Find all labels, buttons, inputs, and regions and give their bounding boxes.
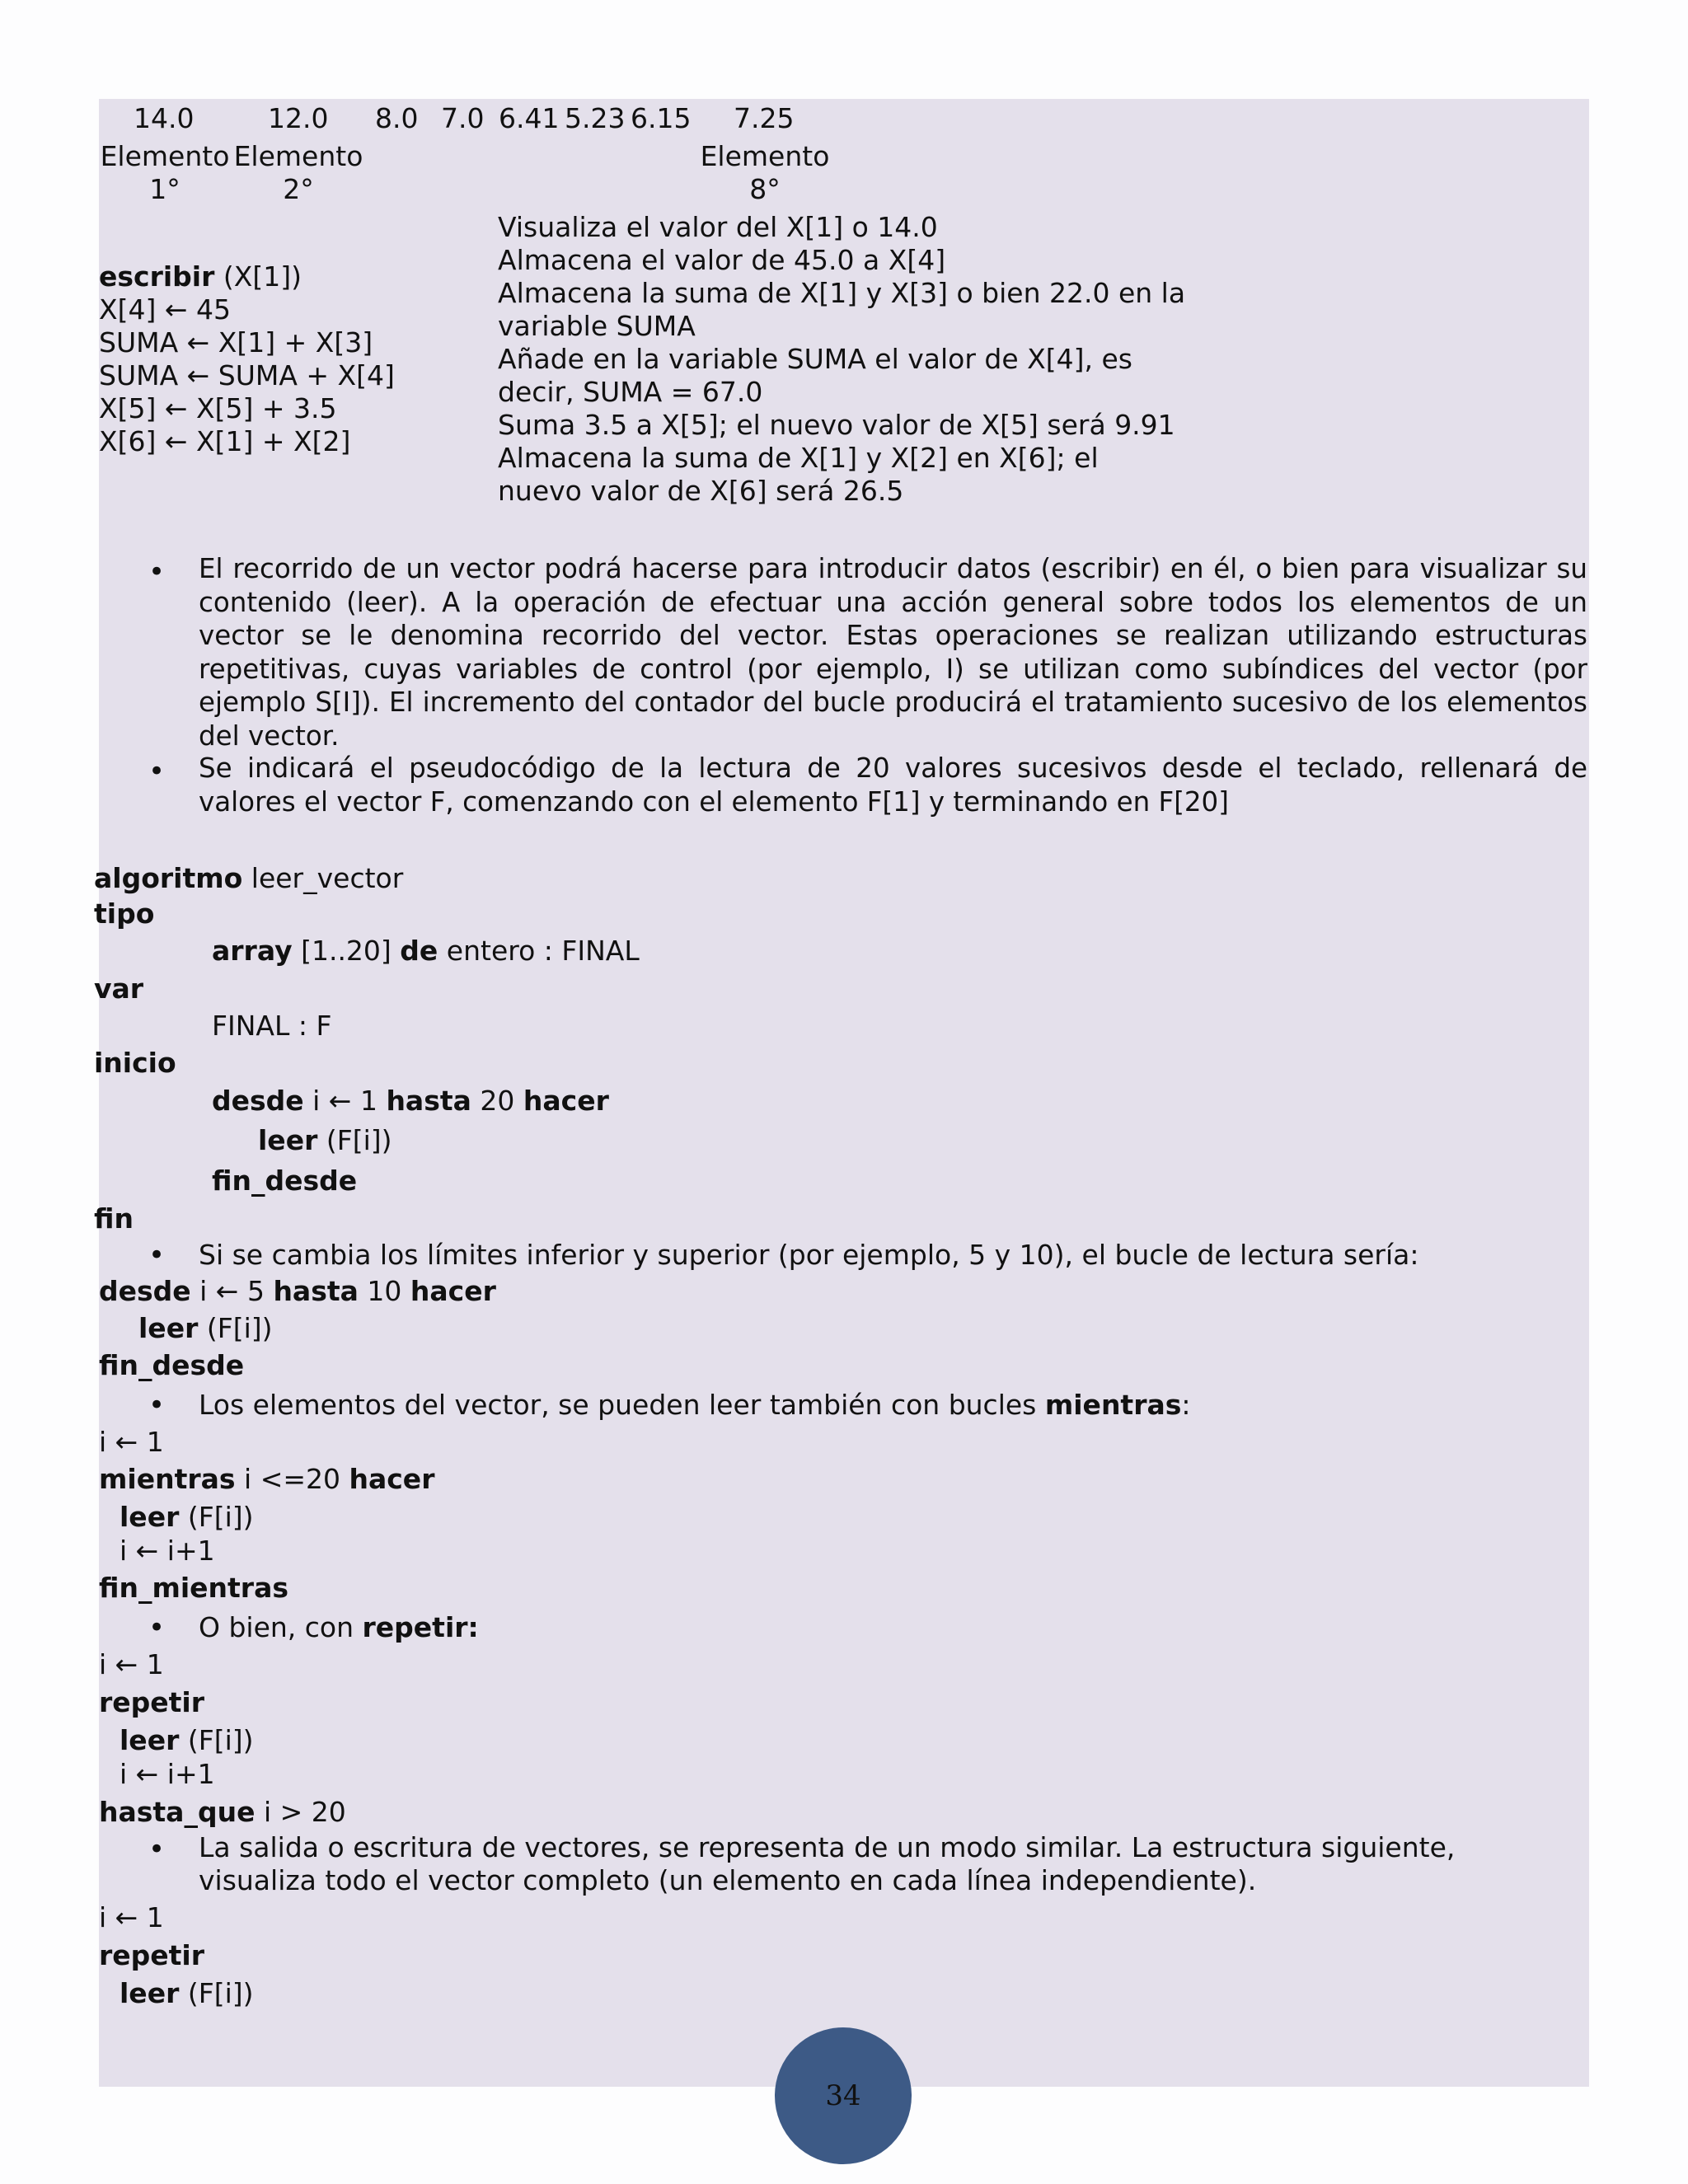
- code-line: X[6] ← X[1] + X[2]: [99, 425, 351, 457]
- bullet-salida-line: La salida o escritura de vectores, se representa de un modo similar. La estructura siguiente,: [199, 1831, 1456, 1863]
- element-label-ordinal: 8°: [749, 173, 781, 205]
- element-label: [699, 140, 831, 206]
- code-line: X[4] ← 45: [99, 293, 231, 326]
- explanation-line: decir, SUMA = 67.0: [498, 376, 763, 408]
- loop-salida-init: i ← 1: [99, 1901, 164, 1933]
- algo-fin: fin: [94, 1202, 134, 1235]
- code-examples: [99, 260, 395, 458]
- code-line: SUMA ← SUMA + X[4]: [99, 359, 395, 391]
- algo-inicio: inicio: [94, 1047, 176, 1079]
- bullet-icon: •: [148, 555, 166, 588]
- paragraph-pseudocodigo: Se indicará el pseudocódigo de la lectura de 20 valores sucesivos desde el teclado, rellenará de valores el vector F, comenzando con el elemento F[1] y terminando en F[20]: [199, 752, 1587, 818]
- loop-mientras-leer: leer (F[i]): [120, 1501, 254, 1533]
- loop-repetir-fin: hasta_que i > 20: [99, 1796, 346, 1828]
- bullet-icon: •: [148, 1389, 166, 1422]
- loop-repetir-init: i ← 1: [99, 1648, 164, 1680]
- explanation-line: Visualiza el valor del X[1] o 14.0: [498, 211, 938, 243]
- loop-mientras-fin: fin_mientras: [99, 1572, 288, 1604]
- paragraph-recorrido: El recorrido de un vector podrá hacerse para introducir datos (escribir) en él, o bien para visualizar su contenido (leer). A la operación de efectuar una acción general sobre todos los elementos de un vector se le denomina recorrido del vector. Estas operaciones se realizan utilizando estructuras repetitivas, cuyas variables de control (por ejemplo, I) se utilizan como subíndices del vector (por ejemplo S[I]). El incremento del contador del bucle producirá el tratamiento sucesivo de los elementos del vector.: [199, 553, 1587, 752]
- vector-value: 12.0: [268, 102, 329, 134]
- algo-tipo: tipo: [94, 898, 155, 930]
- loop-repetir-inc: i ← i+1: [120, 1758, 215, 1790]
- algo-header: algoritmo leer_vector: [94, 862, 404, 894]
- bullet-salida-line: visualiza todo el vector completo (un elemento en cada línea independiente).: [199, 1864, 1257, 1896]
- explanation-line: Suma 3.5 a X[5]; el nuevo valor de X[5] será 9.91: [498, 409, 1175, 441]
- loop-desde-fin: fin_desde: [99, 1349, 245, 1381]
- vector-value: 6.15: [631, 102, 692, 134]
- element-label-ordinal: 2°: [283, 173, 314, 205]
- bullet-icon: •: [148, 755, 166, 788]
- loop-repetir-leer: leer (F[i]): [120, 1724, 254, 1756]
- explanations: [498, 211, 1185, 508]
- vector-value: 7.25: [734, 102, 795, 134]
- loop-desde-leer: leer (F[i]): [138, 1312, 273, 1344]
- element-label: [99, 140, 231, 206]
- algo-var: var: [94, 972, 144, 1005]
- algo-final: FINAL : F: [212, 1010, 332, 1042]
- bullet-limits: Si se cambia los límites inferior y superior (por ejemplo, 5 y 10), el bucle de lectura sería:: [199, 1239, 1419, 1271]
- vector-value: 7.0: [441, 102, 485, 134]
- bullet-icon: •: [148, 1611, 166, 1644]
- bullet-salida: [199, 1831, 1455, 1897]
- vector-value: 6.41: [499, 102, 560, 134]
- explanation-line: Almacena el valor de 45.0 a X[4]: [498, 244, 946, 276]
- element-label-word: Elemento: [233, 140, 363, 172]
- code-line: X[5] ← X[5] + 3.5: [99, 392, 337, 424]
- bullet-icon: •: [148, 1833, 166, 1866]
- element-label-ordinal: 1°: [149, 173, 181, 205]
- bullet-repetir: O bien, con repetir:: [199, 1611, 479, 1643]
- explanation-line: nuevo valor de X[6] será 26.5: [498, 475, 904, 507]
- algo-leer: leer (F[i]): [258, 1124, 392, 1156]
- vector-value: 14.0: [134, 102, 195, 134]
- explanation-line: Añade en la variable SUMA el valor de X[4], es: [498, 343, 1132, 375]
- element-label-word: Elemento: [700, 140, 830, 172]
- loop-salida-leer: leer (F[i]): [120, 1977, 254, 2009]
- loop-mientras-inc: i ← i+1: [120, 1535, 215, 1567]
- vector-value: 8.0: [375, 102, 419, 134]
- algo-fin-desde: fin_desde: [212, 1165, 358, 1197]
- explanation-line: variable SUMA: [498, 310, 696, 342]
- loop-salida-head: repetir: [99, 1939, 205, 1971]
- explanation-line: Almacena la suma de X[1] y X[3] o bien 22.0 en la: [498, 277, 1186, 309]
- code-line: escribir (X[1]): [99, 260, 302, 293]
- loop-mientras-head: mientras i <=20 hacer: [99, 1463, 435, 1495]
- page-number: 34: [775, 2027, 912, 2164]
- bullet-icon: •: [148, 1239, 166, 1272]
- element-label-word: Elemento: [100, 140, 230, 172]
- bullet-mientras: Los elementos del vector, se pueden leer también con bucles mientras:: [199, 1389, 1191, 1421]
- algo-desde: desde i ← 1 hasta 20 hacer: [212, 1085, 609, 1117]
- code-line: SUMA ← X[1] + X[3]: [99, 326, 373, 359]
- element-label: [232, 140, 364, 206]
- loop-repetir-head: repetir: [99, 1686, 205, 1718]
- loop-desde-line: desde i ← 5 hasta 10 hacer: [99, 1275, 496, 1307]
- explanation-line: Almacena la suma de X[1] y X[2] en X[6]; el: [498, 442, 1099, 474]
- loop-mientras-init: i ← 1: [99, 1426, 164, 1458]
- vector-value: 5.23: [565, 102, 626, 134]
- algo-array: array [1..20] de entero : FINAL: [212, 935, 640, 967]
